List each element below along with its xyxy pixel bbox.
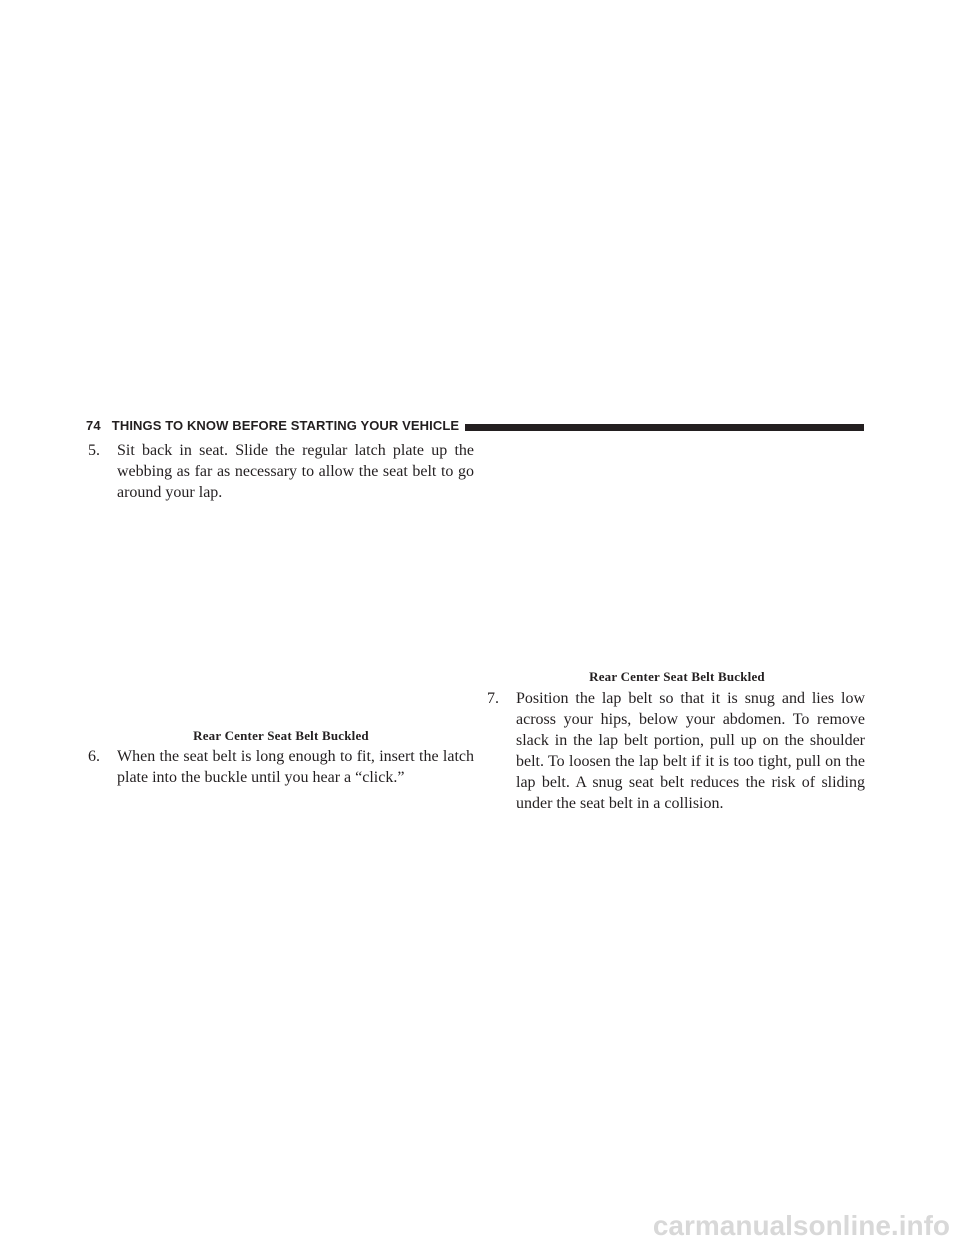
- step-7-text: Position the lap belt so that it is snug and lies low across your hips, below your abdomen. To remove slack in the lap belt portion, pull up on the shoulder belt. To loosen the lap belt if it is too tight, pull on the lap belt. A snug seat belt reduces the risk of sliding under the seat belt in a collision.: [516, 690, 865, 812]
- figure-left-rear-center-seat-belt: [88, 510, 474, 720]
- step-5-text: Sit back in seat. Slide the regular latch plate up the webbing as far as necessary to allow the seat belt to go around your lap.: [117, 442, 474, 501]
- watermark-text: carmanualsonline.info: [652, 1210, 950, 1241]
- step-6-text: When the seat belt is long enough to fit, insert the latch plate into the buckle until you hear a “click.”: [117, 748, 474, 786]
- figure-left-caption: Rear Center Seat Belt Buckled: [193, 728, 369, 743]
- step-5-number: 5.: [88, 442, 100, 459]
- header-rule: [465, 424, 864, 431]
- running-header: [86, 416, 864, 436]
- figure-right-rear-center-seat-belt: [490, 440, 864, 662]
- figure-right-caption: Rear Center Seat Belt Buckled: [589, 669, 765, 684]
- watermark: [0, 1210, 960, 1242]
- step-6: [88, 746, 474, 788]
- step-7-number: 7.: [487, 690, 499, 707]
- step-5: [88, 440, 474, 503]
- header-title: 74 THINGS TO KNOW BEFORE STARTING YOUR VEHICLE: [86, 418, 460, 433]
- step-7: [487, 688, 865, 814]
- step-6-number: 6.: [88, 748, 100, 765]
